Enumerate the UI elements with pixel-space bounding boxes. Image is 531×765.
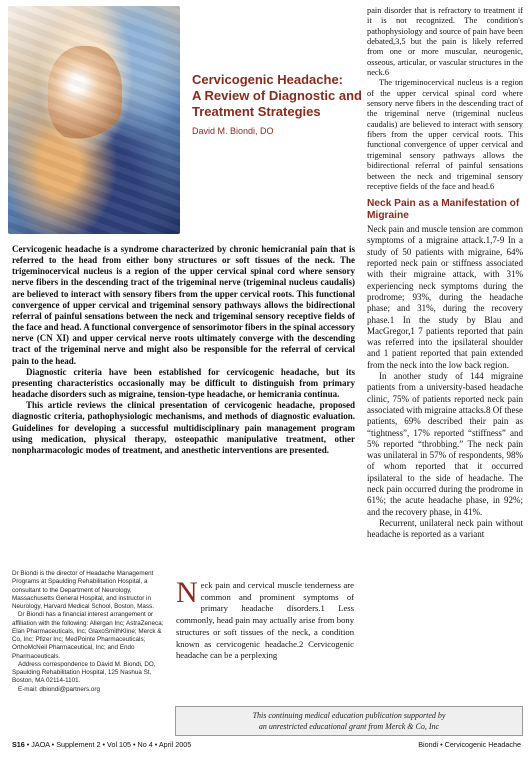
title-line-2: A Review of Diagnostic and: [192, 88, 362, 103]
right-paragraph-1: pain disorder that is refractory to treatment if it is not recognized. The condition's pathophysiology and source of pain have been debated,3,5 but the pain is likely referred from one or more muscular, neurogenic, osseous, articular, or vascular structures in the neck.6: [367, 6, 523, 78]
page-footer: [12, 740, 521, 752]
right-paragraph-5: Recurrent, unilateral neck pain without headache is reported as a variant: [367, 517, 523, 540]
bio-paragraph-1: Dr Biondi is the director of Headache Management Programs at Spaulding Rehabilitation Hospital, a consultant to the Department of Neurology, Massachusetts General Hospital, and instructor in Neurology, Harvard Medical School, Boston, Mass.: [12, 570, 154, 610]
right-paragraph-4: In another study of 144 migraine patients from a university-based headache clinic, 75% of patients reported neck pain associated with migraine attacks.8 Of these patients, 69% described their pain as “tightness”, 17% reported “stiffness” and 5% reported “throbbing.” The neck pain was unilateral in 57% of respondents, 98% of whom reported that it occurred ipsilateral to the side of headache. The neck pain occurred during the prodrome in 61%; the acute headache phase, in 92%; and the recovery phase, in 41%.: [367, 371, 523, 517]
intro-paragraph: [176, 576, 354, 662]
author-bio: [12, 570, 164, 694]
journal-citation: • JAOA • Supplement 2 • Vol 105 • No 4 • April 2005: [26, 740, 192, 749]
bio-email: E-mail: dbiondi@partners.org: [18, 685, 100, 693]
abstract-paragraph-1: Cervicogenic headache is a syndrome characterized by chronic hemicranial pain that is referred to the head from either bony structures or soft tissues of the neck. The trigeminocervical nucleus is a region of the upper cervical spinal cord where sensory nerve fibers in the descending tract of the trigeminal nerve (trigeminal nucleus caudalis) are believed to interact with sensory fibers from the upper cervical roots. This functional convergence of upper cervical and trigeminal sensory pathways allows the bidirectional referral of painful sensations between the neck and trigeminal sensory receptive fields of the face and head. A functional convergence of sensorimotor fibers in the spinal accessory nerve (CN XI) and upper cervical nerve roots ultimately converge with the descending tract of the trigeminal nerve and might also be responsible for the referral of cervical pain to the head.: [12, 244, 355, 366]
right-paragraph-3: Neck pain and muscle tension are common symptoms of a migraine attack.1,7-9 In a study of 50 patients with migraine, 64% reported neck pain or stiffness associated with their migraine attack, with 31% experiencing neck symptoms during the prodrome; 93%, during the headache phase; and 31%, during the recovery phase.1 In the study by Blau and MacGregor,1 7 patients reported that pain was referred into the ipsilateral shoulder and 1 patient reported that pain extended from the neck into the low back region.: [367, 224, 523, 370]
title-line-3: Treatment Strategies: [192, 104, 321, 119]
support-box: [175, 706, 523, 736]
bio-paragraph-3: Address correspondence to David M. Biondi, DO, Spaulding Rehabilitation Hospital, 125 Nashua St, Boston, MA 02114-1101.: [12, 660, 156, 685]
support-line-1: This continuing medical education publication supported by: [252, 711, 446, 720]
title-line-1: Cervicogenic Headache:: [192, 72, 344, 87]
bio-paragraph-2: Dr Biondi has a financial interest arrangement or affiliation with the following: Allergan Inc; AstraZeneca; Elan Pharmaceuticals, Inc; GlaxoSmithKline; Merck & Co, Inc; Pfizer Inc; MedPointe Pharmaceuticals; OrthoMcNeil Pharmaceutical, Inc; and Endo Pharmaceuticals.: [12, 611, 164, 660]
article-cover-illustration: [8, 6, 180, 234]
section-heading: Neck Pain as a Manifestation of Migraine: [367, 198, 520, 222]
intro-body: eck pain and cervical muscle tenderness are common and prominent symptoms of primary headache disorders.1 Less commonly, head pain may actually arise from bony structures or soft tissues of the neck, a condition known as cervicogenic headache.2 Cervicogenic headache can be a perplexing: [176, 580, 354, 661]
right-column: [367, 6, 523, 541]
page-number: S16: [12, 740, 25, 749]
running-title: Biondi • Cervicogenic Headache: [418, 740, 521, 749]
intro-text: [176, 576, 354, 662]
article-title: [192, 72, 362, 120]
abstract-paragraph-3: This article reviews the clinical presentation of cervicogenic headache, proposed diagnostic criteria, pathophysiologic mechanisms, and methods of diagnostic evaluation. Guidelines for developing a successful multidisciplinary pain management program using medication, physical therapy, osteopathic manipulative treatment, other nonpharmacologic modes of treatment, and anesthetic interventions are presented.: [12, 400, 355, 455]
author-byline: David M. Biondi, DO: [192, 126, 274, 136]
abstract-paragraph-2: Diagnostic criteria have been established for cervicogenic headache, but its presenting characteristics occasionally may be difficult to distinguish from primary headache disorders such as migraine, tension-type headache, or hemicrania continua.: [12, 366, 355, 400]
drop-cap: N: [176, 576, 198, 609]
support-line-2: an unrestricted educational grant from Merck & Co, Inc: [258, 722, 440, 731]
footer-left: [12, 740, 191, 749]
abstract: [12, 244, 355, 456]
right-paragraph-2: The trigeminocervical nucleus is a region of the upper cervical spinal cord where sensory nerve fibers in the descending tract of the trigeminal nerve (trigeminal nucleus caudalis) are believed to interact with sensory fibers from the upper cervical roots. This functional convergence of upper cervical and trigeminal sensory pathways allows the bidirectional referral of painful sensations between the neck and trigeminal sensory receptive fields of the face and head.6: [367, 78, 523, 191]
